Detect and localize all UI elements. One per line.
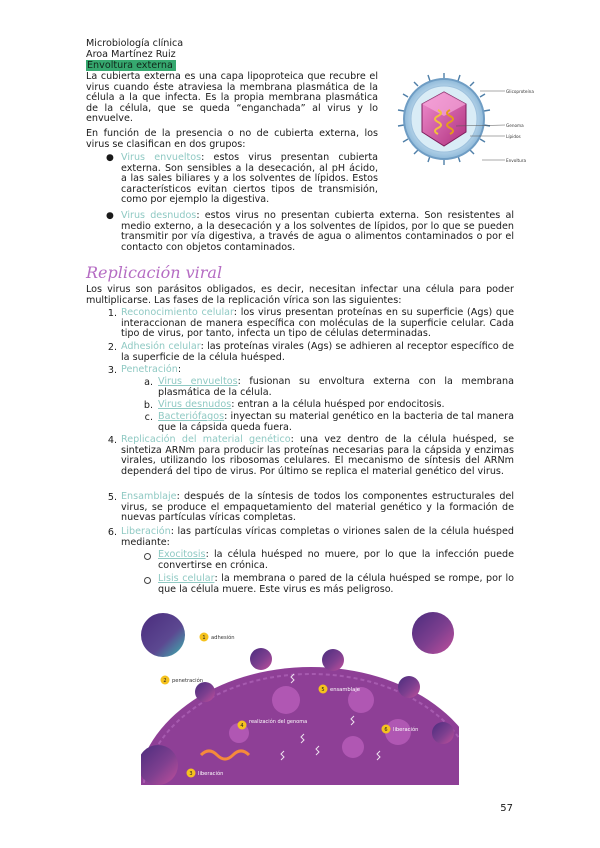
step-label-ensamblaje: ensamblaje [330,687,360,693]
step-term: Adhesión celular [121,341,201,352]
svg-text:3: 3 [189,771,193,777]
virus-particle [432,722,454,744]
step-adhesion [121,342,514,363]
step-label-penetracion: penetración [172,678,204,684]
virus-particle [342,736,364,758]
virus-particle [138,745,178,785]
author-name: Aroa Martínez Ruiz [86,49,176,60]
step-text: : los virus presentan proteínas en su superficie (Ags) que interaccionan de manera específica con moléculas de la superficie celular. Cada tipo de virus, por tanto, infecta un tipo de células determinadas. [121,307,514,340]
liberacion-text: : la membrana o pared de la célula huésped se rompe, por lo que la célula muere. Este virus es más peligroso. [158,573,514,595]
svg-text:5: 5 [321,687,325,693]
section-heading-text: Envoltura externa [86,60,176,71]
substep-bacteriofagos [158,412,514,433]
liberacion-link[interactable]: Lisis celular [158,573,215,584]
step-term: Liberación [121,526,171,537]
substep-desnudos [158,400,514,411]
liberacion-exocitosis [158,550,514,571]
step-text: : las proteínas virales (Ags) se adhieren al receptor específico de la superficie de la célula huésped. [121,341,514,363]
step-label-liberacion-2: liberación [393,727,419,733]
label-envoltura: Envoltura [506,158,527,163]
envoltura-groups-intro: En función de la presencia o no de cubierta externa, los virus se clasifican en dos grupos: [86,128,378,150]
virus-particle [195,682,215,702]
step-text: : las partículas víricas completas o viriones salen de la célula huésped mediante: [121,526,514,548]
substep-letter: c. [144,412,153,423]
page-number: 57 [500,803,513,814]
replication-cycle-figure [141,605,459,785]
label-genoma: Genoma [506,123,524,128]
svg-text:1: 1 [202,635,206,641]
substep-text: : entran a la célula huésped por endocitosis. [231,399,445,410]
svg-text:4: 4 [240,723,244,729]
step-text: : después de la síntesis de todos los componentes estructurales del virus, se produce el empaquetamiento del material genético y la formación de nuevas partículas víricas completas. [121,491,514,524]
bullet-icon: ● [106,153,114,163]
circle-bullet-icon [144,577,151,584]
bullet-icon: ● [106,211,114,221]
step-number: 3. [107,365,117,376]
substep-text: : fusionan su envoltura externa con la membrana plasmática de la célula. [158,376,514,398]
step-term: Ensamblaje [121,491,177,502]
course-title: Microbiología clínica [86,38,184,49]
group-item-desnudos [121,211,514,253]
step-penetracion [121,365,514,376]
step-replicacion-genetico [121,435,514,477]
step-text: : [177,364,182,375]
replicacion-intro: Los virus son parásitos obligados, es decir, necesitan infectar una célula para poder multiplicarse. Las fases de la replicación vírica son las siguientes: [86,284,514,306]
step-ensamblaje [121,492,514,524]
step-label-adhesion: adhesión [211,635,235,641]
group-text: : estos virus presentan cubierta externa. Son sensibles a la desecación, al pH ácido, a las sales biliares y a los solventes de lípidos. Estos característicos evitan ciertos tipos de transmisión, como por ejemplo la digestiva. [121,152,378,206]
liberacion-link[interactable]: Exocitosis [158,549,206,560]
virus-particle [398,676,420,698]
step-number: 2. [107,342,117,353]
step-reconocimiento [121,308,514,340]
substep-envueltos [158,377,514,398]
replicacion-heading: Replicación viral [86,263,223,282]
virus-particle [322,649,344,671]
virus-structure-figure [382,70,534,170]
virus-particle [412,612,454,654]
step-number: 5. [107,492,117,503]
substep-link[interactable]: Bacteriófagos [158,411,225,422]
substep-link[interactable]: Virus envueltos [158,376,238,387]
step-number: 6. [107,527,117,538]
virus-particle [272,686,300,714]
step-liberacion [121,527,514,548]
substep-text: : inyectan su material genético en la bacteria de tal manera que la cápsida queda fuera. [158,411,514,433]
step-term: Reconocimiento celular [121,307,234,318]
step-term: Penetración [121,364,178,375]
step-term: Replicación del material genético [121,434,291,445]
svg-text:6: 6 [384,727,388,733]
step-number: 1. [107,308,117,319]
group-term: Virus desnudos [121,210,197,221]
step-label-genoma: realización del genoma [249,719,308,725]
envoltura-intro: La cubierta externa es una capa lipoproteica que recubre el virus cuando éste atraviesa la membrana plasmática de la célula a la que infecta. Es la propia membrana plasmática de la célula, que se queda “enganchada” al virus y lo envuelve. [86,71,378,125]
substep-letter: b. [143,400,153,411]
circle-bullet-icon [144,553,151,560]
virus-particle [250,648,272,670]
substep-link[interactable]: Virus desnudos [158,399,232,410]
substep-letter: a. [144,377,153,388]
liberacion-text: : la célula huésped no muere, por lo que la infección puede convertirse en crónica. [158,549,514,571]
section-heading [86,60,176,71]
step-number: 4. [107,435,117,446]
group-term: Virus envueltos [121,152,202,163]
step-label-liberacion: liberación [198,771,224,777]
step-text: : una vez dentro de la célula huésped, se sintetiza ARNm para producir las proteínas necesarias para la cápsida y enzimas virales, utilizando los ribosomas celulares. El mecanismo de síntesis del ARNm dependerá del tipo de virus. Por último se replica el material genético del virus. [121,434,514,477]
label-glicoproteina: Glicoproteína [506,89,534,94]
group-text: : estos virus no presentan cubierta externa. Son resistentes al medio externo, a la desecación y a los solventes de lípidos, por lo que se pueden transmitir por vía digestiva, a través de agua o alimentos contaminados o por el contacto con objetos contaminados. [121,210,514,253]
liberacion-lisis [158,574,514,595]
label-lipidos: Lípidos [506,134,521,139]
virus-particle [141,613,185,657]
group-item-envueltos [121,153,378,206]
svg-text:2: 2 [163,678,167,684]
